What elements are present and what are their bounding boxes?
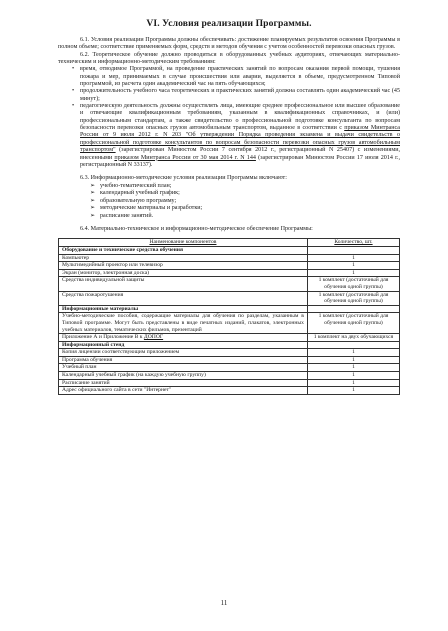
table-row: Учебный план 1 <box>59 364 400 372</box>
bullet-item <box>58 66 400 88</box>
table-row: Расписание занятий 1 <box>59 379 400 387</box>
paragraph-6-3: 6.3. Информационно-методические условия реализации Программы включают: <box>80 175 287 182</box>
bullet-text: (зарегистрирован Минюстом России 7 сентября 2012 г., регистрационный N 25407) с изменениями, внесенными <box>80 147 400 161</box>
arrow-bullet-icon: ➢ <box>90 205 96 212</box>
bullet-item <box>58 88 400 103</box>
table-row: Мультимедийный проектор или телевизор 1 <box>59 262 400 270</box>
table-row: Приложение А и Приложение В к ДОПОГ 1 комплект на двух обучающихся <box>59 334 400 342</box>
table-row: Календарный учебный график (на каждую учебную группу) 1 <box>59 372 400 380</box>
list-item: ➢ образовательную программу; <box>90 197 177 204</box>
order-link-203[interactable]: приказом Минтранса России от 9 июля 2012 г. N 203 "Об утверждении Порядка проведения экзамена и выдачи свидетельств о профессиональной подготовке консультантов по вопросам безопасности перевозки опасных грузов автомобильным транспортом" <box>80 125 401 154</box>
list-item: ➢ расписание занятий. <box>90 212 154 219</box>
list-item: ➢ календарный учебный график; <box>90 190 180 197</box>
table-header-row <box>59 239 400 247</box>
table-group-row: Информационный стенд <box>59 341 400 349</box>
order-link-144[interactable]: приказом Минтранса России от 30 мая 2014 г. N 144 <box>114 154 256 161</box>
table-group-row: Информационные материалы <box>59 305 400 313</box>
paragraph-6-2: 6.2. Теоретическое обучение должно проводиться в оборудованных учебных аудиториях, отвечающих материально-техническим и информационно-методическим требованиям: <box>58 51 400 66</box>
bullet-text: время, отводимое Программой, на проведение практических занятий по вопросам оказания первой помощи, тушения пожара и мер, принимаемых в случае происшествия или аварии, выделяется в объеме, предусмотренном Типовой программой, из расчета один академический час на пять обучающихся; <box>80 66 400 88</box>
table-group-row: Оборудование и технические средства обучения <box>59 246 400 254</box>
table-row: Компьютер 1 <box>59 254 400 262</box>
table-row: Средства пожаротушения 1 комплект (достаточный для обучения одной группы) <box>59 291 400 305</box>
section-title: VI. Условия реализации Программы. <box>146 18 312 29</box>
paragraph-6-4: 6.4. Материально-техническое и информационно-методическое обеспечение Программы: <box>80 226 313 233</box>
table-row: Адрес официального сайта в сети "Интернет" 1 <box>59 387 400 395</box>
equipment-table <box>58 238 400 394</box>
dopog-link[interactable]: ДОПОГ <box>143 334 164 341</box>
table-row: Учебно-методические пособия, содержащие материалы для обучения по разделам, указанным в Типовой программе. Могут быть представлены в виде печатных изданий, плакатов, электронных учебных материалов, тематических фильмов, презентаций 1 комплект (достаточный для обучения одной группы) <box>59 313 400 334</box>
column-header-name: Наименование компонентов <box>59 239 308 247</box>
bullet-text: продолжительность учебного часа теоретических и практических занятий должна составлять один академический час (45 минут); <box>80 88 400 102</box>
bullet-mark: • <box>72 88 75 95</box>
table-row: Программа обучения 1 <box>59 356 400 364</box>
bullet-text: педагогическую деятельность должны осуществлять лица, имеющие среднее профессиональное или высшее образование и отвечающие квалификационным требованиям, указанным в квалификационных справочниках, и (или) профессиональным стандартам, а также свидетельство о профессиональной подготовке консультанта по вопросам безопасности перевозки опасных грузов автомобильным транспортом, выданное в соответствии с <box>80 103 400 132</box>
arrow-bullet-icon: ➢ <box>90 190 96 197</box>
bullet-item <box>58 103 400 169</box>
page-number: 11 <box>220 599 228 607</box>
arrow-bullet-icon: ➢ <box>90 197 96 204</box>
conditions-list <box>58 183 400 221</box>
table-row: Средства индивидуальной защиты 1 комплект (достаточный для обучения одной группы) <box>59 277 400 291</box>
bullet-text: (зарегистрирован Минюстом России 17 июля 2014 г., регистрационный N 33137). <box>80 154 400 168</box>
bullet-mark: • <box>72 66 75 73</box>
paragraph-6-1: 6.1. Условия реализации Программы должны обеспечивать: достижение планируемых результатов освоения Программы в полном объеме; соответствие применяемых форм, средств и методов обучения с учетом особенностей перевозки опасных грузов. <box>58 37 400 51</box>
arrow-bullet-icon: ➢ <box>90 182 96 189</box>
bullet-mark: • <box>72 103 75 110</box>
list-item: ➢ методические материалы и разработки; <box>90 205 203 212</box>
table-row: Копия лицензии соответствующим приложением 1 <box>59 349 400 357</box>
list-item: ➢ учебно-тематический план; <box>90 182 172 189</box>
column-header-qty: Количество, шт. <box>307 239 399 247</box>
arrow-bullet-icon: ➢ <box>90 212 96 219</box>
table-row: Экран (монитор, электронная доска) 1 <box>59 269 400 277</box>
